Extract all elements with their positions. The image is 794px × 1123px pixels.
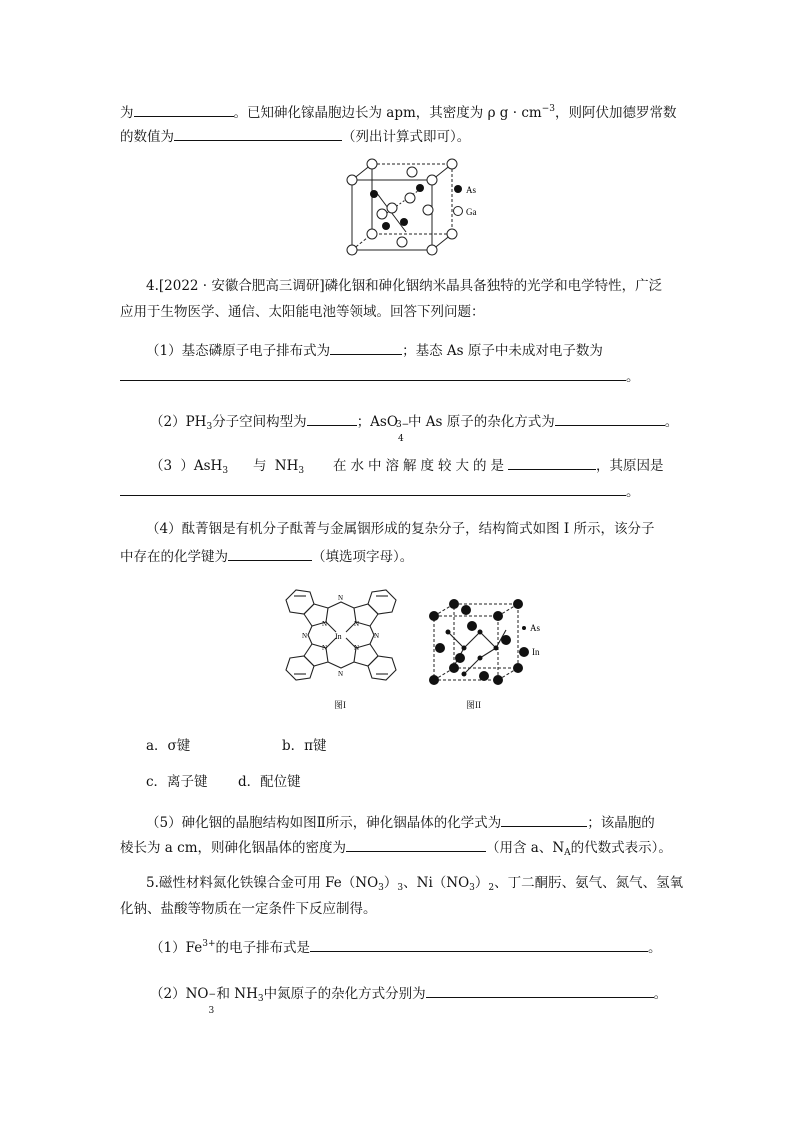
legend-as: As [530, 623, 541, 633]
text-line-1 [120, 100, 676, 122]
option-b: b．π键 [282, 738, 327, 754]
subscript: 4 [397, 434, 404, 444]
answer-blank[interactable] [134, 102, 234, 117]
text: （1）Fe [150, 940, 203, 956]
q4-part4-2 [120, 546, 413, 566]
text: ） [474, 875, 489, 891]
text: pm，其密度为 ρ g · cm [394, 105, 542, 121]
n-label: N [354, 620, 360, 628]
q5-part1 [150, 935, 662, 957]
text: 。 [626, 484, 640, 500]
q5-part2 [150, 983, 668, 1016]
text: （用含 a、N [486, 840, 565, 856]
text: ；基态 As 原子中未成对电子数为 [402, 343, 603, 359]
answer-blank[interactable] [555, 411, 665, 426]
as-legend-dot [454, 185, 462, 193]
subscript: 3 [298, 466, 305, 476]
text: ） [383, 875, 398, 891]
benzene-ring [286, 656, 314, 680]
text: 棱长为 a cm，则砷化铟晶体的密度为 [120, 840, 346, 856]
q4-part1-cont [120, 366, 640, 386]
subscript: 3 [206, 422, 213, 432]
text: 。 [626, 369, 640, 385]
subscript: 2 [488, 883, 495, 893]
superscript: 3− [395, 420, 410, 430]
q4-part2 [150, 411, 679, 444]
superscript: −3 [541, 104, 555, 114]
n-label: N [302, 632, 308, 640]
q4-part4-1: （4）酞菁铟是有机分子酞菁与金属铟形成的复杂分子，结构简式如图 I 所示，该分子 [146, 521, 655, 537]
text: （填选项字母）。 [312, 549, 414, 565]
q4-part5-2 [120, 837, 672, 862]
answer-blank[interactable] [501, 812, 587, 827]
q4-part1 [146, 340, 603, 360]
text: 5.磁性材料氮化铁镍合金可用 Fe（NO [146, 875, 379, 891]
text: 、Ni（NO [403, 875, 470, 891]
n-label: N [322, 620, 328, 628]
text: 、丁二酮肟、氨气、氮气、氢氧 [494, 875, 684, 891]
text: （2）NO [150, 986, 209, 1002]
n-label: N [322, 644, 328, 652]
text: 。 [648, 940, 662, 956]
benzene-ring [368, 590, 396, 614]
text: 。 [664, 414, 679, 430]
answer-blank[interactable] [228, 546, 312, 561]
n-label: N [374, 632, 380, 640]
in-legend-dot [519, 647, 529, 657]
text: 为 [120, 105, 134, 121]
text: 分子空间构型为 [212, 414, 307, 430]
text: ；该晶胞的 [587, 815, 655, 831]
answer-blank[interactable] [174, 126, 342, 141]
legend-as: As [466, 185, 477, 195]
figure-caption-1: 图I [334, 700, 346, 710]
benzene-ring [368, 656, 396, 680]
option-d: d．配位键 [238, 774, 301, 790]
text: 与 NH [244, 458, 299, 474]
as-legend-dot [522, 626, 526, 630]
inas-unit-cell-figure [420, 596, 550, 692]
n-label: N [354, 644, 360, 652]
answer-blank[interactable] [426, 983, 654, 998]
q4-part5-1 [146, 812, 655, 832]
subscript: 3 [208, 1006, 215, 1016]
text: 在水中溶解度较大的是 [320, 458, 508, 474]
text: 中 As 原子的杂化方式为 [407, 414, 555, 430]
subscript: 3 [397, 883, 404, 893]
q4-intro-2: 应用于生物医学、通信、太阳能电池等领域。回答下列问题： [120, 304, 485, 320]
text: ，则阿伏加德罗常数 [554, 105, 677, 121]
q4-part3-cont [120, 481, 640, 501]
subscript: 3 [257, 994, 264, 1004]
answer-blank[interactable] [307, 411, 357, 426]
subscript: 3 [378, 883, 384, 893]
text: （3 ）AsH [150, 458, 223, 474]
text: 的电子排布式是 [215, 940, 310, 956]
q4-intro-1: 4.[2022 · 安徽合肥高三调研]磷化铟和砷化铟纳米晶具备独特的光学和电学特性，广泛 [146, 278, 663, 294]
text: （1）基态磷原子电子排布式为 [146, 343, 331, 359]
q5-intro-2: 化钠、盐酸等物质在一定条件下反应制得。 [120, 901, 377, 917]
text: （列出计算式即可）。 [342, 129, 471, 145]
subscript: 3 [222, 466, 229, 476]
text: 的数值为 [120, 129, 174, 145]
gaas-unit-cell-figure [340, 158, 500, 262]
text: 。 [653, 986, 668, 1002]
text: 中氮原子的杂化方式分别为 [263, 986, 426, 1002]
n-label: N [338, 670, 344, 678]
n-label: N [338, 594, 344, 602]
answer-blank[interactable] [120, 366, 626, 381]
indium-label: In [335, 632, 342, 641]
answer-blank[interactable] [346, 837, 486, 852]
text: 的代数式表示）。 [570, 840, 672, 856]
text: （5）砷化铟的晶胞结构如图Ⅱ所示，砷化铟晶体的化学式为 [146, 815, 502, 831]
superscript: − [208, 990, 217, 1000]
answer-blank[interactable] [330, 340, 402, 355]
legend-ga: Ga [466, 207, 477, 217]
ga-legend-dot [454, 207, 463, 216]
indium-phthalocyanine-figure [274, 580, 404, 695]
answer-blank[interactable] [120, 481, 626, 496]
text: 和 NH [216, 986, 258, 1002]
text: 中存在的化学键为 [120, 549, 228, 565]
figure-caption-2: 图II [466, 700, 481, 710]
text: ，其原因是 [595, 458, 664, 474]
text: ；AsO [356, 414, 398, 430]
option-c: c．离子键 [146, 774, 208, 790]
answer-blank[interactable] [508, 455, 596, 470]
option-a: a．σ键 [146, 738, 191, 754]
superscript: 3+ [202, 939, 216, 949]
subscript: 3 [469, 883, 475, 893]
q4-part3 [150, 455, 663, 480]
text-line-2 [120, 126, 470, 146]
legend-in: In [532, 647, 540, 657]
text: 。已知砷化镓晶胞边长为 a [233, 105, 395, 121]
q5-intro-1 [146, 874, 683, 897]
answer-blank[interactable] [310, 937, 648, 952]
subscript: A [564, 848, 571, 858]
benzene-ring [286, 590, 314, 614]
text: （2）PH [150, 414, 207, 430]
